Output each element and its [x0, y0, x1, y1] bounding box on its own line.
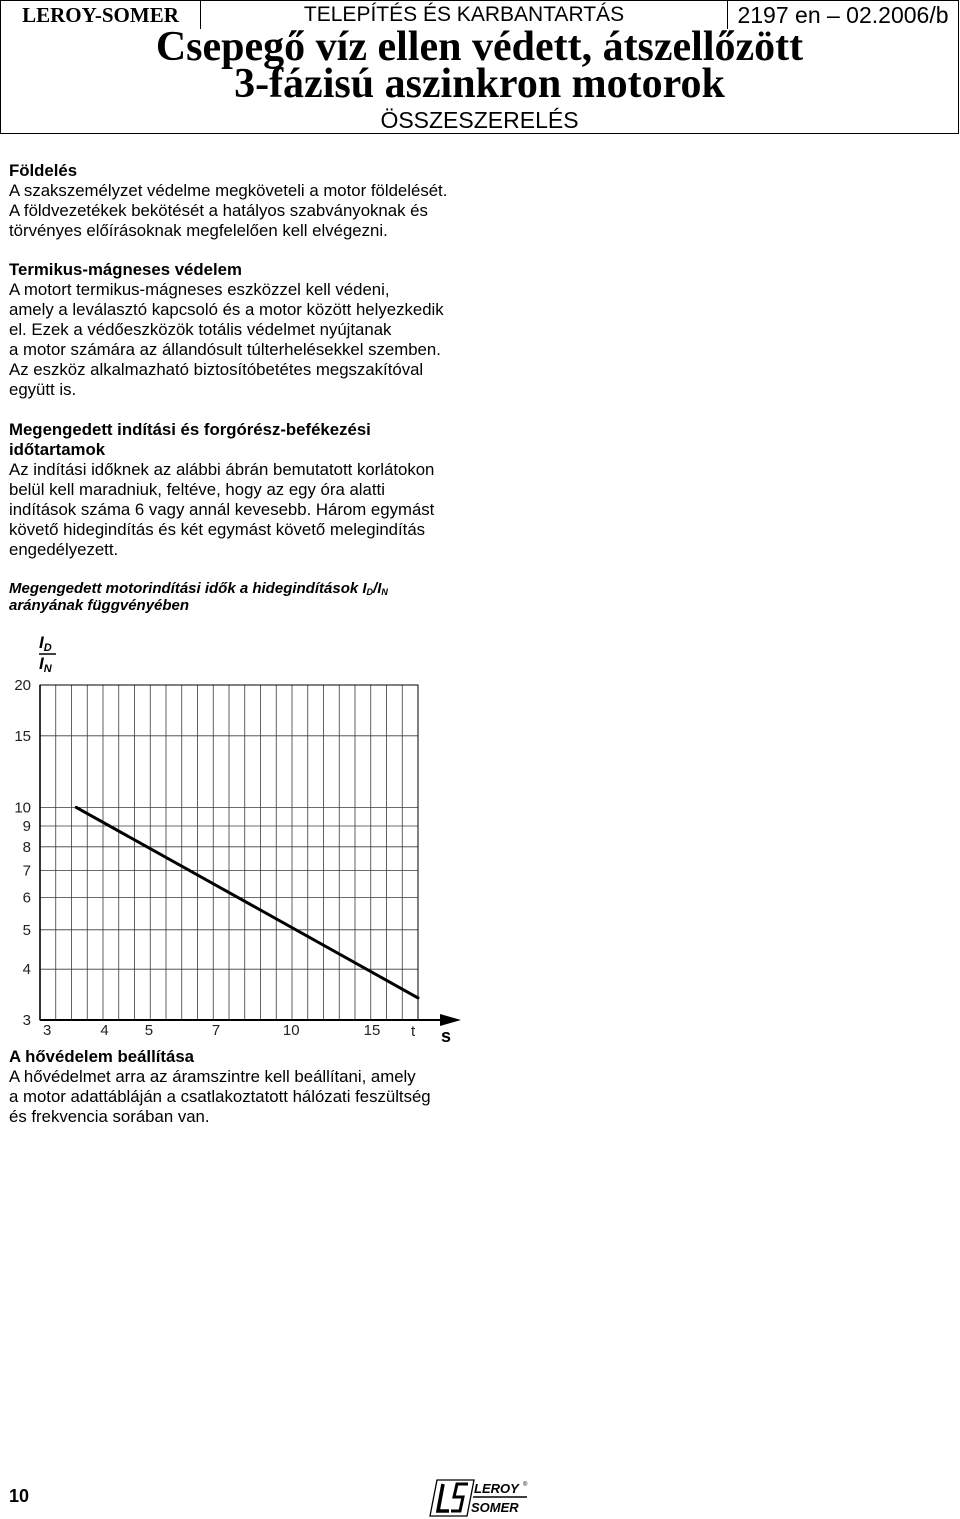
paragraph-line: Az indítási időknek az alábbi ábrán bemutatott korlátokon — [9, 460, 435, 479]
brand-name: LEROY-SOMER — [1, 1, 201, 29]
x-axis-arrowhead — [440, 1014, 461, 1026]
y-axis-label-denominator — [39, 654, 53, 675]
y-label-denominator-symbol: I — [39, 654, 44, 673]
figure-caption-line-2: arányának függvényében — [9, 597, 190, 614]
y-label-denominator-subscript: N — [43, 663, 52, 675]
chart-series — [75, 806, 420, 999]
y-label-numerator-symbol: I — [39, 633, 44, 652]
x-tick-label: 4 — [100, 1022, 109, 1039]
document-title-line-1: Csepegő víz ellen védett, átszellőzött — [155, 24, 804, 70]
y-tick-label: 5 — [22, 921, 31, 939]
starting-time-chart — [0, 620, 480, 1050]
paragraph-line: törvényes előírásoknak megfelelően kell elvégezni. — [9, 221, 388, 240]
x-tick-label: 5 — [144, 1022, 154, 1039]
y-tick-label: 9 — [22, 818, 31, 836]
logo-letter-s-mark — [451, 1484, 468, 1511]
paragraph-line: A hővédelmet arra az áramszintre kell beállítani, amely — [9, 1067, 416, 1086]
chapter-title: ÖSSZESZERELÉS — [380, 107, 579, 133]
logo-word-top: LEROY — [474, 1481, 519, 1496]
y-tick-label: 20 — [14, 677, 31, 694]
page-number: 10 — [9, 1486, 30, 1506]
paragraph-line: a motor számára az állandósult túlterhelésekkel szemben. — [9, 340, 441, 359]
paragraph-line: engedélyezett. — [9, 540, 119, 559]
section-starting-times — [9, 420, 479, 560]
figure-caption-subscript-d: D — [366, 587, 374, 597]
y-axis-label-numerator — [39, 633, 52, 654]
section-grounding — [9, 161, 479, 241]
y-tick-label: 10 — [14, 799, 31, 817]
data-point — [75, 806, 78, 809]
paragraph-line: együtt is. — [9, 380, 77, 399]
section-thermal-magnetic-protection — [9, 260, 479, 400]
paragraph-line: indítások száma 6 vagy annál kevesebb. Három egymást — [9, 500, 435, 519]
y-tick-label: 3 — [22, 1012, 31, 1029]
y-tick-label: 4 — [22, 961, 31, 979]
x-tick-label: 15 — [363, 1022, 381, 1039]
figure-caption-subscript-n: N — [381, 587, 388, 597]
document-reference: 2197 en – 02.2006/b — [737, 2, 949, 28]
section-heading: időtartamok — [9, 440, 106, 459]
figure-caption-slash: /I — [373, 580, 382, 597]
page-header — [0, 0, 959, 134]
paragraph-line: és frekvencia sorában van. — [9, 1107, 210, 1126]
paragraph-line: amely a leválasztó kapcsoló és a motor között helyezkedik — [9, 300, 444, 319]
y-tick-label: 8 — [22, 838, 31, 856]
x-tick-label: 3 — [43, 1022, 52, 1039]
logo-word-bottom: SOMER — [471, 1500, 519, 1515]
paragraph-line: A szakszemélyzet védelme megköveteli a motor földelését. — [9, 181, 448, 200]
logo-registered-mark: ® — [523, 1482, 528, 1488]
logo-letter-l-mark — [438, 1484, 449, 1511]
paragraph-line: el. Ezek a védőeszközök totális védelmet nyújtanak — [9, 320, 392, 339]
figure-caption-line-1 — [9, 580, 479, 597]
figure-caption-text: Megengedett motorindítási idők a hidegindítások I — [9, 580, 367, 597]
x-tick-label: 10 — [282, 1022, 300, 1039]
chart-grid — [40, 685, 418, 1020]
section-heading: Földelés — [9, 161, 78, 180]
paragraph-line: A motort termikus-mágneses eszközzel kell védeni, — [9, 280, 390, 299]
y-label-numerator-subscript: D — [43, 642, 52, 654]
section-thermal-protection-setting — [9, 1047, 479, 1127]
section-heading: Termikus-mágneses védelem — [9, 260, 242, 279]
paragraph-line: követő hidegindítás és két egymást követő melegindítás — [9, 520, 426, 539]
paragraph-line: Az eszköz alkalmazható biztosítóbetétes megszakítóval — [9, 360, 424, 379]
y-tick-label: 7 — [22, 862, 31, 880]
paragraph-line: belül kell maradniuk, feltéve, hogy az egy óra alatti — [9, 480, 385, 499]
section-name: TELEPÍTÉS ÉS KARBANTARTÁS — [201, 1, 728, 29]
section-heading: A hővédelem beállítása — [9, 1047, 194, 1066]
paragraph-line: A földvezetékek bekötését a hatályos szabványoknak és — [9, 201, 428, 220]
document-title-line-2: 3-fázisú aszinkron motorok — [234, 61, 725, 107]
paragraph-line: a motor adattábláján a csatlakoztatott hálózati feszültség — [9, 1087, 431, 1106]
x-tick-label: 7 — [211, 1022, 221, 1039]
x-axis-label: t — [411, 1023, 416, 1040]
section-heading: Megengedett indítási és forgórész-befékezési — [9, 420, 371, 439]
y-tick-label: 6 — [22, 889, 31, 907]
leroy-somer-logo — [428, 1478, 530, 1518]
x-axis-unit: s — [441, 1026, 452, 1046]
figure-caption — [9, 580, 479, 614]
y-tick-label: 15 — [14, 727, 31, 745]
data-point — [417, 996, 420, 999]
